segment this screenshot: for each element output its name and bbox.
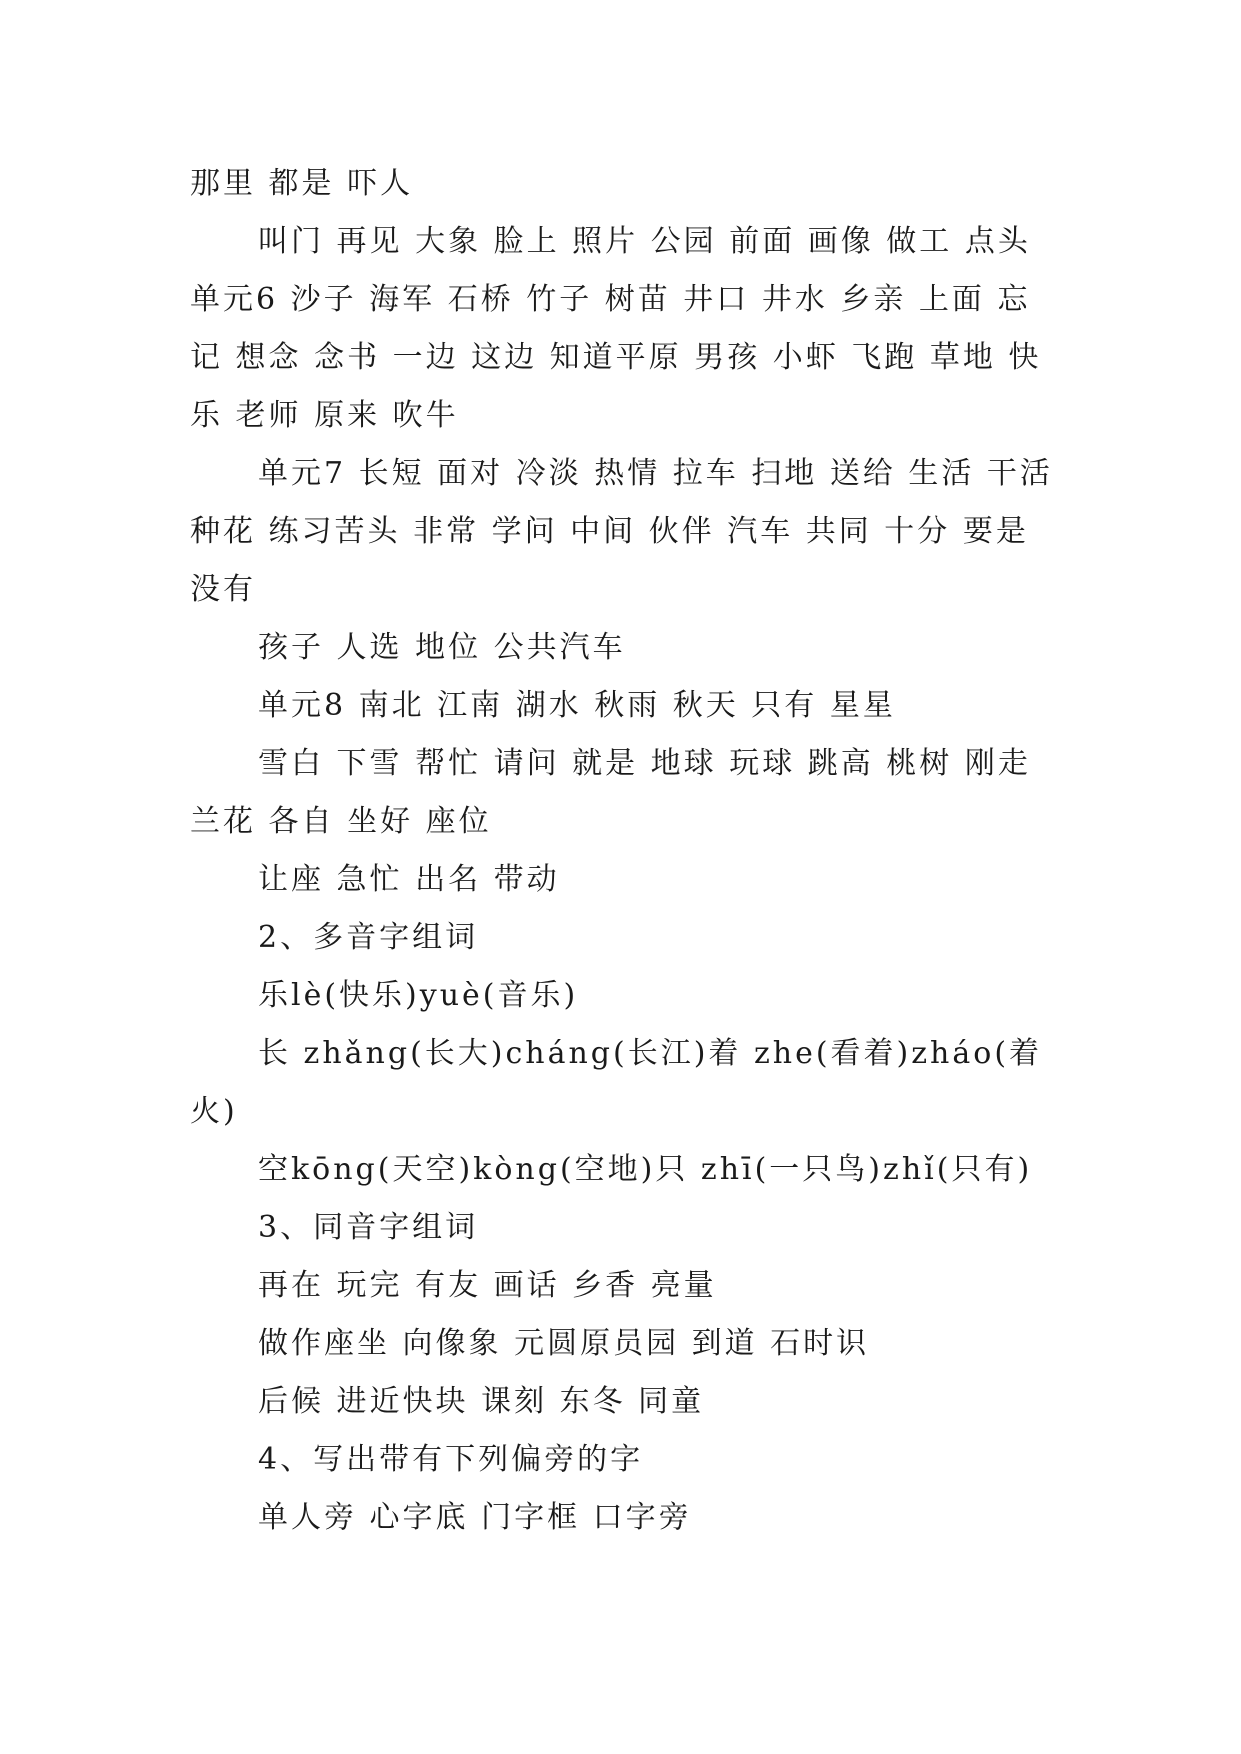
paragraph-15: 后候 进近快块 课刻 东冬 同童 (258, 1384, 705, 1419)
paragraph-10: 长 zhǎng(长大)cháng(长江)着 zhe(看着)zháo(着火) (190, 1036, 1043, 1129)
paragraph-17: 单人旁 心字底 门字框 口字旁 (258, 1500, 692, 1535)
section-heading-4: 4、写出带有下列偏旁的字 (258, 1442, 644, 1477)
document-body (190, 155, 1066, 1547)
paragraph-14: 做作座坐 向像象 元圆原员园 到道 石时识 (258, 1326, 870, 1361)
paragraph-5: 单元8 南北 江南 湖水 秋雨 秋天 只有 星星 (258, 688, 896, 723)
paragraph-13: 再在 玩完 有友 画话 乡香 亮量 (258, 1268, 717, 1303)
paragraph-3: 单元7 长短 面对 冷淡 热情 拉车 扫地 送给 生活 干活 种花 练习苦头 非常 学问 中间 伙伴 汽车 共同 十分 要是 没有 (190, 456, 1066, 607)
paragraph-11: 空kōng(天空)kòng(空地)只 zhī(一只鸟)zhǐ(只有) (258, 1152, 1033, 1187)
paragraph-4: 孩子 人选 地位 公共汽车 (258, 630, 626, 665)
paragraph-6: 雪白 下雪 帮忙 请问 就是 地球 玩球 跳高 桃树 刚走 兰花 各自 坐好 座位 (190, 746, 1044, 839)
paragraph-7: 让座 急忙 出名 带动 (258, 862, 560, 897)
paragraph-1: 那里 都是 吓人 (190, 166, 414, 201)
section-heading-3: 3、同音字组词 (258, 1210, 479, 1245)
paragraph-9: 乐lè(快乐)yuè(音乐) (258, 978, 579, 1013)
paragraph-2: 叫门 再见 大象 脸上 照片 公园 前面 画像 做工 点头 单元6 沙子 海军 石桥 竹子 树苗 井口 井水 乡亲 上面 忘记 想念 念书 一边 这边 知道平原 男孩 小虾 飞跑 草地 快乐 老师 原来 吹牛 (190, 224, 1044, 433)
section-heading-2: 2、多音字组词 (258, 920, 479, 955)
